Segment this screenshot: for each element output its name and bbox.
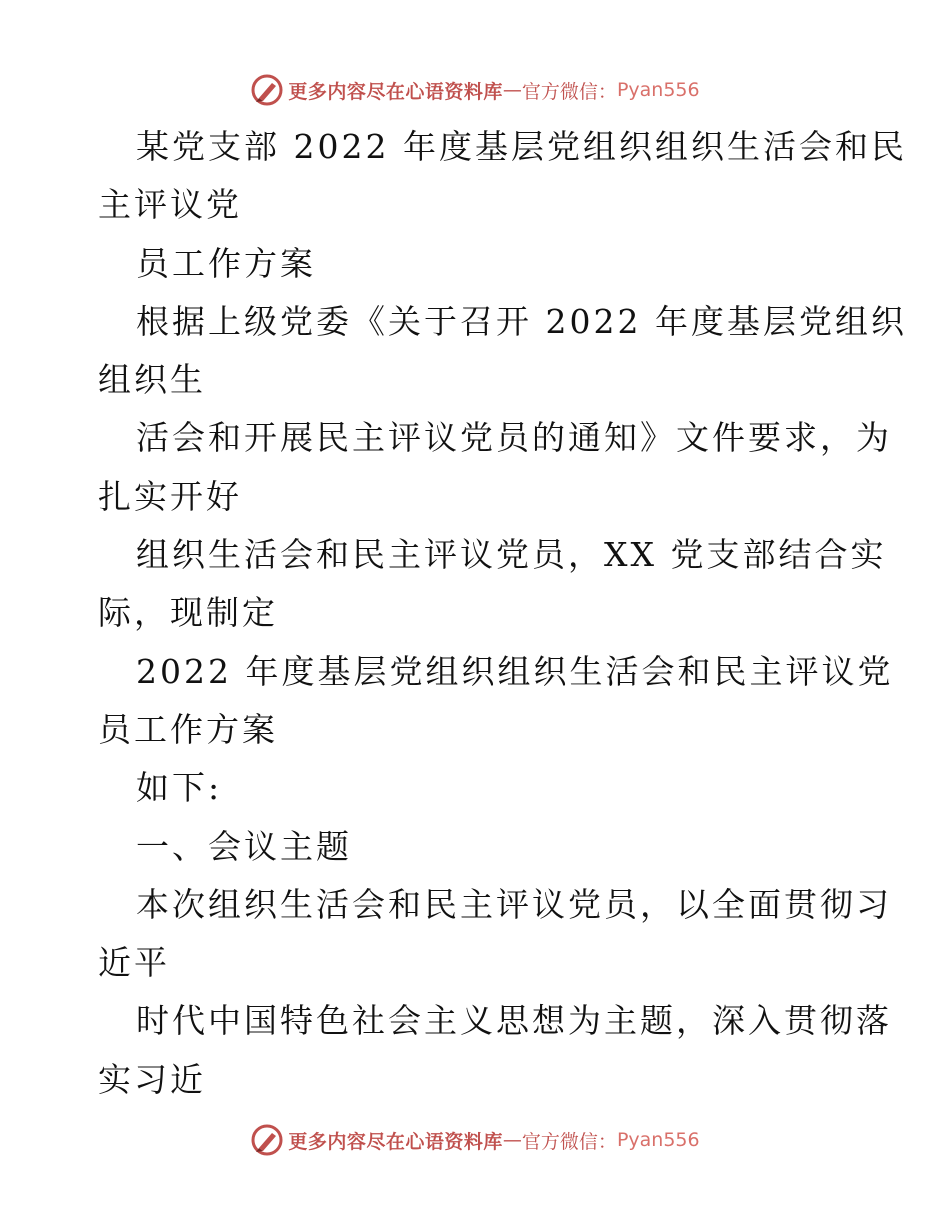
document-body (98, 118, 907, 1109)
banner-account-label: 官方微信： (521, 80, 617, 103)
doc-line: 员工作方案 (98, 709, 278, 749)
doc-line: 主评议党 (98, 185, 242, 225)
doc-line: 如下: (136, 768, 223, 808)
doc-line: 2022 年度基层党组织组织生活会和民主评议党 (136, 651, 894, 691)
doc-line: 近平 (98, 943, 170, 983)
doc-line: 际，现制定 (98, 593, 278, 633)
doc-line: 某党支部 2022 年度基层党组织组织生活会和民 (136, 127, 907, 166)
banner-account-label: 官方微信： (521, 1130, 617, 1153)
doc-line: 员工作方案 (136, 243, 316, 283)
doc-line: 根据上级党委《关于召开 2022 年度基层党组织 (136, 301, 907, 341)
doc-line: 时代中国特色社会主义思想为主题，深入贯彻落 (136, 1001, 892, 1041)
doc-line: 组织生活会和民主评议党员，XX 党支部结合实 (136, 535, 887, 575)
banner-separator: — (502, 79, 522, 101)
banner-separator: — (502, 1129, 522, 1151)
doc-line: 活会和开展民主评议党员的通知》文件要求，为 (136, 418, 892, 458)
doc-line: 组织生 (98, 360, 206, 400)
doc-line: 一、会议主题 (136, 826, 352, 866)
banner-handle: Pyan556 (616, 79, 700, 101)
pen-logo-icon (250, 1123, 284, 1157)
banner-main-text: 更多内容尽在心语资料库 (288, 1130, 503, 1153)
doc-line: 本次组织生活会和民主评议党员，以全面贯彻习 (136, 884, 892, 924)
doc-line: 扎实开好 (98, 476, 242, 516)
banner-handle: Pyan556 (616, 1129, 700, 1151)
pen-logo-icon (250, 73, 284, 107)
header-watermark-banner (0, 70, 950, 110)
doc-line: 实习近 (98, 1059, 206, 1099)
banner-main-text: 更多内容尽在心语资料库 (288, 80, 503, 103)
footer-watermark-banner (0, 1120, 950, 1160)
